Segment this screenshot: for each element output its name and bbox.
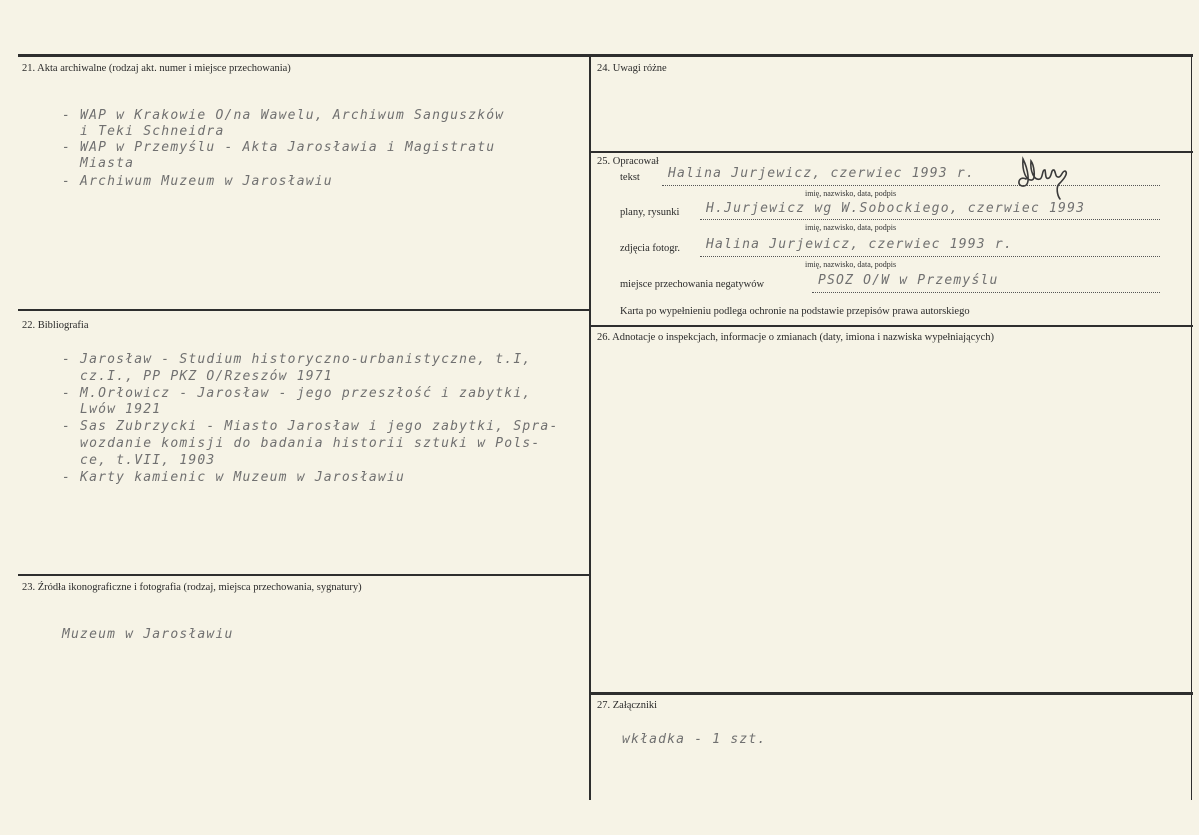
section-26-label: 26. Adnotacje o inspekcjach, informacje o zmianach (daty, imiona i nazwiska wypełniających) bbox=[597, 332, 995, 343]
plany-label: plany, rysunki bbox=[620, 207, 680, 218]
bibliography-line-7: ce, t.VII, 1903 bbox=[62, 453, 216, 468]
tekst-caption: imię, nazwisko, data, podpis bbox=[805, 189, 897, 198]
tekst-underline bbox=[662, 185, 1160, 186]
plany-value: H.Jurjewicz wg W.Sobockiego, czerwiec 1993 bbox=[706, 201, 1086, 216]
bibliography-line-3: - M.Orłowicz - Jarosław - jego przeszłość i zabytki, bbox=[62, 386, 532, 401]
attachments-text: wkładka - 1 szt. bbox=[622, 732, 767, 747]
negatywy-label: miejsce przechowania negatywów bbox=[620, 279, 765, 290]
archive-line-2: i Teki Schneidra bbox=[62, 124, 225, 139]
copyright-note: Karta po wypełnieniu podlega ochronie na podstawie przepisów prawa autorskiego bbox=[620, 306, 970, 317]
zdjecia-underline bbox=[700, 256, 1160, 257]
divider-26-27 bbox=[590, 692, 1193, 695]
section-27-label: 27. Załączniki bbox=[597, 700, 658, 711]
section-23-label: 23. Źródła ikonograficzne i fotografia (rodzaj, miejsca przechowania, sygnatury) bbox=[22, 582, 362, 593]
negatywy-value: PSOZ O/W w Przemyślu bbox=[818, 273, 999, 288]
section-21-label: 21. Akta archiwalne (rodzaj akt. numer i miejsce przechowania) bbox=[22, 63, 291, 74]
section-25-label: 25. Opracował bbox=[597, 156, 659, 167]
zdjecia-caption: imię, nazwisko, data, podpis bbox=[805, 260, 897, 269]
bibliography-line-8: - Karty kamienic w Muzeum w Jarosławiu bbox=[62, 470, 406, 485]
divider-22-23 bbox=[18, 574, 589, 576]
bibliography-line-5: - Sas Zubrzycki - Miasto Jarosław i jego zabytki, Spra- bbox=[62, 419, 559, 434]
archive-line-4: Miasta bbox=[62, 156, 135, 171]
plany-caption: imię, nazwisko, data, podpis bbox=[805, 223, 897, 232]
divider-21-22 bbox=[18, 309, 589, 311]
bibliography-line-4: Lwów 1921 bbox=[62, 402, 162, 417]
zdjecia-label: zdjęcia fotogr. bbox=[620, 243, 681, 254]
bibliography-line-6: wozdanie komisji do badania historii sztuki w Pols- bbox=[62, 436, 541, 451]
section-22-label: 22. Bibliografia bbox=[22, 320, 89, 331]
divider-24-25 bbox=[590, 151, 1193, 153]
iconography-text: Muzeum w Jarosławiu bbox=[62, 627, 234, 642]
plany-underline bbox=[700, 219, 1160, 220]
tekst-value: Halina Jurjewicz, czerwiec 1993 r. bbox=[668, 166, 975, 181]
bibliography-line-1: - Jarosław - Studium historyczno-urbanistyczne, t.I, bbox=[62, 352, 532, 367]
right-divider bbox=[1191, 55, 1192, 800]
negatywy-underline bbox=[812, 292, 1160, 293]
archive-line-1: - WAP w Krakowie O/na Wawelu, Archiwum Sanguszków bbox=[62, 108, 505, 123]
zdjecia-value: Halina Jurjewicz, czerwiec 1993 r. bbox=[706, 237, 1013, 252]
archive-line-3: - WAP w Przemyślu - Akta Jarosławia i Magistratu bbox=[62, 140, 496, 155]
center-divider bbox=[589, 55, 591, 800]
tekst-label: tekst bbox=[620, 172, 640, 183]
divider-25-26 bbox=[590, 325, 1193, 327]
top-border bbox=[18, 54, 1193, 57]
section-24-label: 24. Uwagi różne bbox=[597, 63, 667, 74]
archive-line-5: - Archiwum Muzeum w Jarosławiu bbox=[62, 174, 333, 189]
bibliography-line-2: cz.I., PP PKZ O/Rzeszów 1971 bbox=[62, 369, 333, 384]
